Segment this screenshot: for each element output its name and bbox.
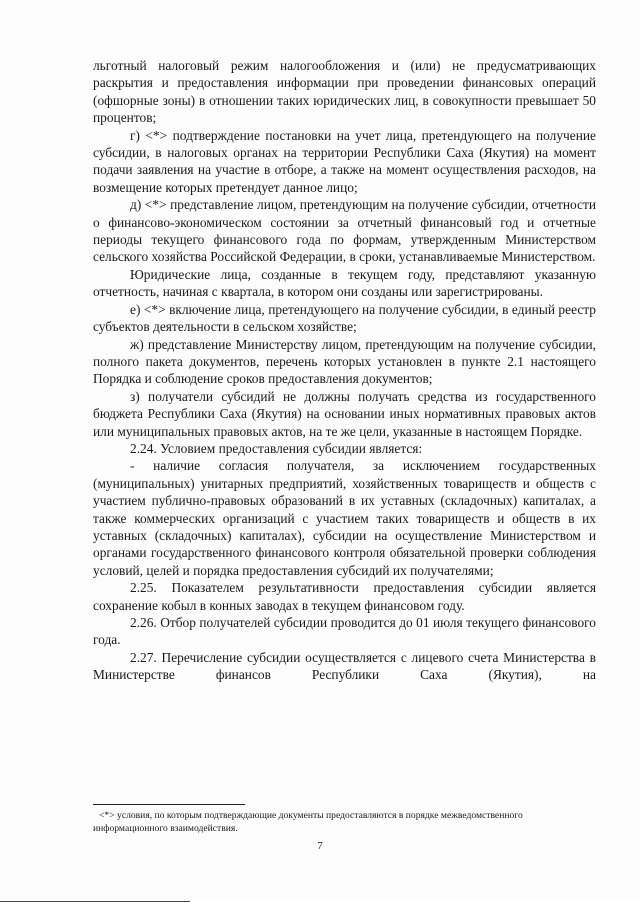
footnote <box>93 809 596 835</box>
paragraph: 2.27. Перечисление субсидии осуществляется с лицевого счета Министерства в Министерстве финансов Республики Саха (Якутия), на <box>93 649 596 683</box>
paragraph: - наличие согласия получателя, за исключением государственных (муниципальных) унитарных предприятий, хозяйственных товариществ и обществ с участием публично-правовых образований в их уставных (складочных) капиталах, а также коммерческих организаций с участием таких товариществ и обществ в их уставных (складочных) капиталах), субсидии на осуществление Министерством и органами государственного финансового контроля обязательной проверки соблюдения условий, целей и порядка предоставления субсидий их получателями; <box>93 458 596 578</box>
footnote-text: <*> условия, по которым подтверждающие документы предоставляются в порядке межведомственного информационного взаимодействия. <box>93 810 523 834</box>
paragraph: з) получатели субсидий не должны получать средства из государственного бюджета Республики Саха (Якутия) на основании иных нормативных правовых актов или муниципальных правовых актов, на те же цели, указанные в настоящем Порядке. <box>93 388 596 439</box>
page-number: 7 <box>317 840 323 852</box>
paragraph: 2.25. Показателем результативности предоставления субсидии является сохранение кобыл в конных заводах в текущем финансовом году. <box>93 580 596 613</box>
paragraph: Юридические лица, созданные в текущем году, представляют указанную отчетность, начиная с квартала, в котором они созданы или зарегистрированы. <box>93 266 596 300</box>
paragraph: ж) представление Министерству лицом, претендующим на получение субсидии, полного пакета документов, перечень которых установлен в пункте 2.1 настоящего Порядка и соблюдение сроков предоставления документов; <box>93 336 596 387</box>
paragraph: 2.26. Отбор получателей субсидии проводится до 01 июля текущего финансового года. <box>93 615 596 648</box>
paragraph: льготный налоговый режим налогообложения и (или) не предусматривающих раскрытия и предоставления информации при проведении финансовых операций (офшорные зоны) в отношении таких юридических лиц, в совокупности превышает 50 процентов; <box>93 58 596 126</box>
paragraph: 2.24. Условием предоставления субсидии является: <box>130 440 423 456</box>
paragraph: е) <*> включение лица, претендующего на получение субсидии, в единый реестр субъектов деятельности в сельском хозяйстве; <box>93 301 596 335</box>
document-body <box>93 57 596 684</box>
footnote-separator <box>93 804 245 805</box>
paragraph: г) <*> подтверждение постановки на учет лица, претендующего на получение субсидии, в налоговых органах на территории Республики Саха (Якутия) на момент подачи заявления на участие в отборе, а также на момент осуществления расходов, на возмещение которых претендует данное лицо; <box>93 127 596 195</box>
paragraph: д) <*> представление лицом, претендующим на получение субсидии, отчетности о финансово-экономическом состоянии за отчетный финансовый год и отчетные периоды текущего финансового года по формам, утвержденным Министерством сельского хозяйства Российской Федерации, в сроки, устанавливаемые Министерством. <box>93 197 596 265</box>
